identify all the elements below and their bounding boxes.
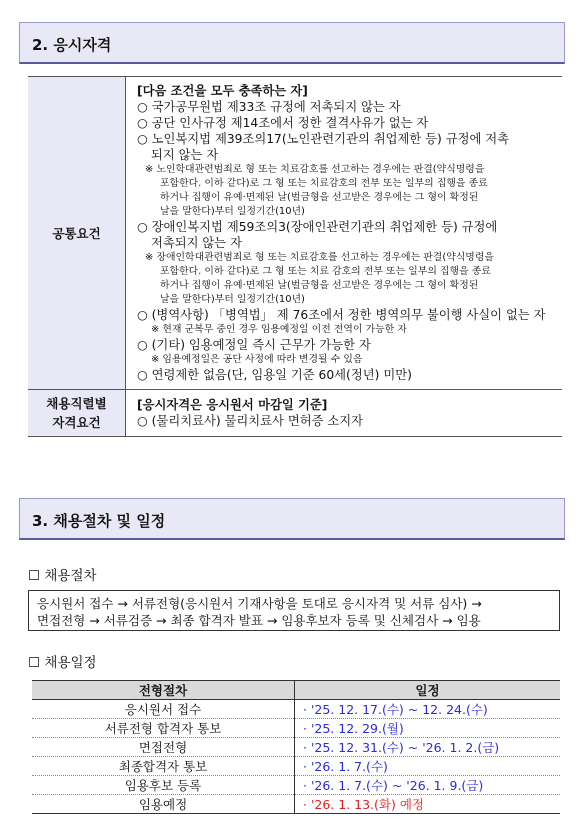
job-requirements-label-line-2: 자격요건 bbox=[52, 415, 101, 430]
procedure-box bbox=[28, 590, 560, 631]
appointment-date-note: ※ 임용예정일은 공단 사정에 따라 변경될 수 있음 bbox=[151, 354, 363, 365]
job-requirements-content bbox=[126, 390, 563, 437]
table-row bbox=[32, 719, 560, 738]
table-row bbox=[32, 776, 560, 795]
common-requirements-label: 공통요건 bbox=[28, 77, 126, 390]
job-requirements-row bbox=[28, 390, 562, 437]
disability-abuse-note-line-1: ※ 장애인학대관련범죄로 형 또는 치료감호를 선고하는 경우에는 판결(약식명령을 bbox=[145, 252, 494, 263]
military-note: ※ 현재 군복무 중인 경우 임용예정일 이전 전역이 가능한 자 bbox=[151, 324, 407, 335]
common-item-1: ○ 국가공무원법 제33조 규정에 저촉되지 않는 자 bbox=[137, 100, 401, 114]
common-item-3-line-1: ○ 노인복지법 제39조의17(노인관련기관의 취업제한 등) 규정에 저촉 bbox=[137, 132, 510, 146]
schedule-col-step: 전형절차 bbox=[32, 681, 295, 700]
schedule-col-date: 일정 bbox=[295, 681, 561, 700]
common-heading: [다음 조건을 모두 충족하는 자] bbox=[137, 84, 308, 98]
section-3-title: 3. 채용절차 및 일정 bbox=[32, 512, 166, 530]
disability-abuse-note bbox=[137, 251, 556, 307]
common-item-7: ○ 연령제한 없음(단, 임용일 기준 60세(정년) 미만) bbox=[137, 368, 412, 382]
common-item-4-line-2: 저촉되지 않는 자 bbox=[151, 236, 242, 250]
common-item-6: ○ (기타) 임용예정일 즉시 근무가 가능한 자 bbox=[137, 338, 371, 352]
eligibility-table bbox=[28, 76, 562, 437]
job-requirements-label bbox=[28, 390, 126, 437]
schedule-date: · '26. 1. 7.(수) bbox=[295, 757, 561, 776]
schedule-step: 면접전형 bbox=[32, 738, 295, 757]
disability-abuse-note-line-2: 포함한다. 이하 같다)로 그 형 또는 치료 감호의 전부 또는 일부의 집행을 종료 bbox=[160, 266, 491, 277]
schedule-step: 임용후보 등록 bbox=[32, 776, 295, 795]
elder-abuse-note-line-3: 하거나 집행이 유예·면제된 날(벌금형을 선고받은 경우에는 그 형이 확정된 bbox=[160, 192, 479, 203]
elder-abuse-note-line-4: 날을 말한다)부터 일정기간(10년) bbox=[160, 206, 305, 217]
schedule-step: 최종합격자 통보 bbox=[32, 757, 295, 776]
schedule-date: · '25. 12. 31.(수) ~ '26. 1. 2.(금) bbox=[295, 738, 561, 757]
common-item-2: ○ 공단 인사규정 제14조에서 정한 결격사유가 없는 자 bbox=[137, 116, 429, 130]
schedule-step: 응시원서 접수 bbox=[32, 700, 295, 719]
schedule-table bbox=[32, 680, 560, 814]
job-item-1: ○ (물리치료사) 물리치료사 면허증 소지자 bbox=[137, 414, 364, 428]
procedure-line-2: 면접전형 → 서류검증 → 최종 합격자 발표 → 임용후보자 등록 및 신체검사 → 임용 bbox=[37, 613, 481, 628]
common-item-5: ○ (병역사항) 「병역법」 제 76조에서 정한 병역의무 불이행 사실이 없는 자 bbox=[137, 308, 546, 322]
schedule-date: · '25. 12. 29.(월) bbox=[295, 719, 561, 738]
section-3-header bbox=[19, 498, 565, 540]
disability-abuse-note-line-3: 하거나 집행이 유예·면제된 날(벌금형을 선고받은 경우에는 그 형이 확정된 bbox=[160, 280, 479, 291]
schedule-date-highlight: · '26. 1. 13.(화) 예정 bbox=[295, 795, 561, 814]
procedure-line-1: 응시원서 접수 → 서류전형(응시원서 기재사항을 토대로 응시자격 및 서류 심사) → bbox=[37, 596, 482, 611]
schedule-step: 서류전형 합격자 통보 bbox=[32, 719, 295, 738]
schedule-step: 임용예정 bbox=[32, 795, 295, 814]
table-row bbox=[32, 738, 560, 757]
section-2-header bbox=[19, 22, 565, 64]
schedule-header-row bbox=[32, 681, 560, 700]
elder-abuse-note bbox=[137, 163, 556, 219]
common-item-4-line-1: ○ 장애인복지법 제59조의3(장애인관련기관의 취업제한 등) 규정에 bbox=[137, 220, 498, 234]
schedule-date: · '25. 12. 17.(수) ~ 12. 24.(수) bbox=[295, 700, 561, 719]
table-row bbox=[32, 757, 560, 776]
elder-abuse-note-line-1: ※ 노인학대관련범죄로 형 또는 치료감호를 선고하는 경우에는 판결(약식명령을 bbox=[145, 164, 485, 175]
table-row bbox=[32, 795, 560, 814]
disability-abuse-note-line-4: 날을 말한다)부터 일정기간(10년) bbox=[160, 294, 305, 305]
common-item-3-line-2: 되지 않는 자 bbox=[151, 148, 219, 162]
schedule-date: · '26. 1. 7.(수) ~ '26. 1. 9.(금) bbox=[295, 776, 561, 795]
common-requirements-content bbox=[126, 77, 563, 390]
table-row bbox=[32, 700, 560, 719]
job-heading: [응시자격은 응시원서 마감일 기준] bbox=[137, 398, 328, 412]
procedure-subtitle: ☐ 채용절차 bbox=[28, 568, 97, 584]
elder-abuse-note-line-2: 포함한다. 이하 같다)로 그 형 또는 치료감호의 전부 또는 일부의 집행을 종료 bbox=[160, 178, 488, 189]
job-requirements-label-line-1: 채용직렬별 bbox=[46, 396, 107, 411]
schedule-subtitle: ☐ 채용일정 bbox=[28, 655, 97, 671]
section-2-title: 2. 응시자격 bbox=[32, 36, 112, 54]
common-requirements-row bbox=[28, 77, 562, 390]
